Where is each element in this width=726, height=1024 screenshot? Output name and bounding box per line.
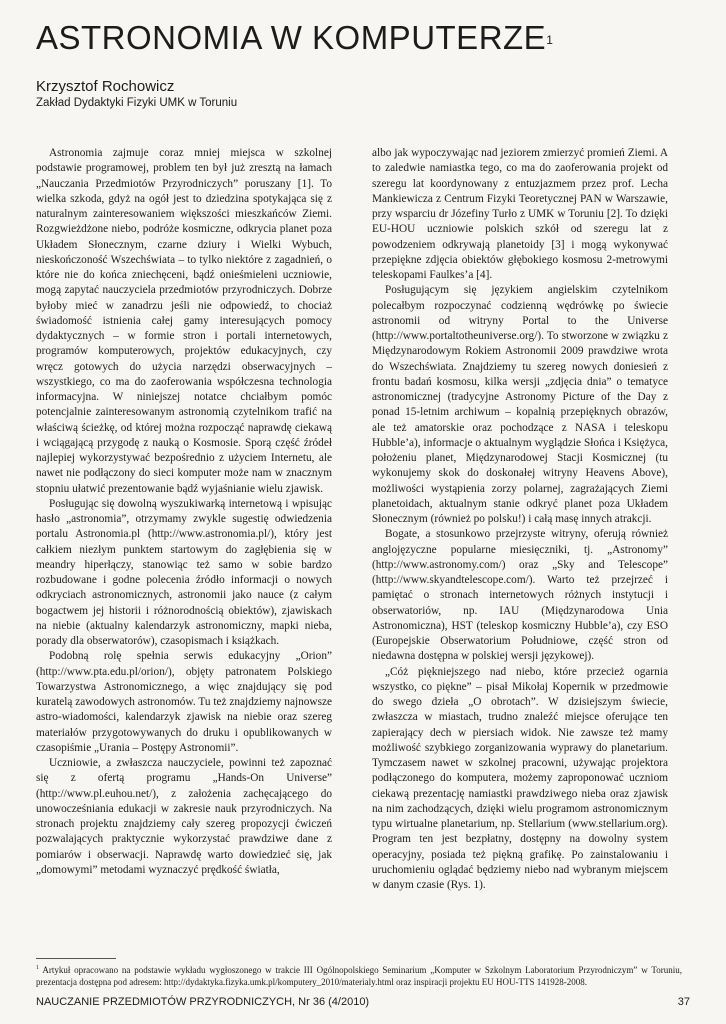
article-title	[36, 18, 696, 58]
left-column	[36, 146, 332, 878]
paragraph: Bogate, a stosunkowo przejrzyste witryny, oferują również anglojęzyczne popularne miesięczniki, tj. „Astronomy” (http://www.astronomy.com/) oraz „Sky and Telescope” (http://www.skyandtelescope.com/). Warto też przejrzeć i pamiętać o stronach internetowych różnych instytucji i obserwatoriów, np. IAU (Międzynarodowa Unia Astronomiczna), HST (teleskop kosmiczny Hubble’a), czy ESO (Europejskie Obserwatorium Południowe, część stron od niedawna dostępna w polskiej wersji językowej).	[372, 528, 668, 663]
right-column	[372, 146, 668, 893]
author-name: Krzysztof Rochowicz	[36, 78, 175, 95]
footnote	[36, 963, 682, 988]
article-title-text: ASTRONOMIA W KOMPUTERZE	[36, 19, 547, 56]
paragraph: albo jak wypoczywając nad jeziorem zmierzyć promień Ziemi. A to zaledwie namiastka tego, co ma do zaoferowania projekt od szeregu lat koordynowany z entuzjazmem przez prof. Lecha Mankiewicza z Centrum Fizyki Teoretycznej PAN w Warszawie, przy wsparciu dr Józefiny Turło z UMK w Toruniu [2]. To dzięki EU-HOU uczniowie polskich szkół od szeregu lat z powodzeniem odkrywają planetoidy [3] i mogą wykonywać przepiękne zdjęcia obiektów głębokiego kosmosu 2-metrowymi teleskopami Faulkes’a [4].	[372, 147, 668, 281]
footnote-text: Artykuł opracowano na podstawie wykładu wygłoszonego w trakcie III Ogólnopolskiego Seminarium „Komputer w Szkolnym Laboratorium Przyrodniczym” w Toruniu, prezentacja dostępna pod adresem: http://dydaktyka.fizyka.umk.pl/komputery_2010/materialy.html oraz inspiracji projektu EU HOU-TTS 141928-2008.	[36, 965, 682, 987]
journal-footer: NAUCZANIE PRZEDMIOTÓW PRZYRODNICZYCH, Nr 36 (4/2010)	[36, 996, 370, 1008]
paragraph: Uczniowie, a zwłaszcza nauczyciele, powinni też zapoznać się z ofertą programu „Hands-On Universe” (http://www.pl.euhou.net/), z założenia zachęcającego do unowocześniania edukacji w zakresie nauk przyrodniczych. Na stronach projektu znajdziemy cały szereg propozycji ćwiczeń pozwalających praktycznie wykorzystać prawdziwe dane z pomiarów i obserwacji. Naprawdę warto dowiedzieć się, jak „domowymi” metodami wyznaczyć prędkość światła,	[36, 757, 332, 876]
page-number: 37	[677, 996, 690, 1008]
paragraph: „Cóż piękniejszego nad niebo, które przecież ogarnia wszystko, co piękne” – pisał Mikołaj Kopernik w przedmowie do swego dzieła „O obrotach”. W dzisiejszym świecie, zwłaszcza w miastach, trudno znaleźć miejsce oferujące ten zapierający dech w piersiach widok. Nie zawsze też mamy możliwość szybkiego zorganizowania wyprawy do planetarium. Tymczasem nawet w szkolnej pracowni, używając projektora podłączonego do komputera, możemy zaproponować uczniom ciekawą prezentację namiastki prawdziwego nieba oraz zjawisk na nim zachodzących, dzięki wielu programom astronomicznym typu wirtualne planetarium, np. Stellarium (www.stellarium.org). Program ten jest bezpłatny, dostępny na dowolny system operacyjny, posiada też piękną grafikę. Po zainstalowaniu i uruchomieniu oglądać będziemy niebo nad wybranym miejscem w danym czasie (Rys. 1).	[372, 665, 668, 891]
footnote-mark: 1	[36, 965, 39, 971]
paragraph: Posługującym się językiem angielskim czytelnikom polecałbym rozpoczynać codzienną wędrówkę po świecie astronomii od witryny Portal to the Universe (http://www.portaltotheuniverse.org/). To stworzone w związku z Międzynarodowym Rokiem Astronomii 2009 prawdziwe wrota do Wszechświata. Znajdziemy tu szereg nowych doniesień z frontu badań kosmosu, kilka wersji „zdjęcia dnia” o tematyce astronomicznej (tradycyjne Astronomy Picture of the Day z ponad 15-letnim archiwum – kopalnią przepięknych obrazów, ale też amatorskie oraz pochodzące z NASA i teleskopu Hubble’a), informacje o aktualnym wyglądzie Słońca i Księżyca, położeniu planet, Międzynarodowej Stacji Kosmicznej (tu wykonujemy skok do doskonałej witryny Heavens Above), możliwości wystąpienia zorzy polarnej, zagrażających Ziemi planetoidach, aktualnym stanie odkryć planet poza Układem Słonecznym (również po polsku!) i całą masę innych atrakcji.	[372, 284, 668, 525]
author-affiliation: Zakład Dydaktyki Fizyki UMK w Toruniu	[36, 97, 238, 109]
paragraph: Astronomia zajmuje coraz mniej miejsca w szkolnej podstawie programowej, problem ten był już zresztą na łamach „Nauczania Przedmiotów Przyrodniczych” poruszany [1]. To wielka szkoda, gdyż na ogół jest to dziedzina spotykająca się z naturalnym zainteresowaniem większości mieszkańców Ziemi. Rozgwieżdżone niebo, podróże kosmiczne, odkrycia planet poza Układem Słonecznym, czarne dziury i Wielki Wybuch, nieskończoność Wszechświata – to tylko niektóre z zagadnień, o które nie do końca zniechęceni, bądź onieśmieleni uczniowie, mogą zapytać nauczyciela przedmiotów przyrodniczych. Dobrze byłoby mieć w zanadrzu jeśli nie odpowiedź, to chociaż świadomość istnienia całej gamy interesujących pomocy dydaktycznych – w formie stron i portali internetowych, programów komputerowych, projektów edukacyjnych, czy wręcz gotowych do użycia narzędzi obserwacyjnych – wszystkiego, co ma do zaoferowania współczesna technologia informacyjna. W niniejszej notatce chciałbym pomóc potencjalnie zainteresowanym astronomią czytelnikom trafić na właściwą ścieżkę, od której można rozpocząć naprawdę ciekawą i wciągającą przygodę z nauką o Kosmosie. Sporą część źródeł najlepiej wykorzystywać bezpośrednio z użyciem Internetu, ale nawet nie podłączony do sieci komputer może nam w znacznym stopniu ułatwić prezentowanie bądź wyjaśnianie wielu zjawisk.	[36, 147, 332, 495]
paragraph: Posługując się dowolną wyszukiwarką internetową i wpisując hasło „astronomia”, otrzymamy zwykle sugestię odwiedzenia portalu Astronomia.pl (http://www.astronomia.pl/), który jest całkiem niezłym punktem startowym do zagłębienia się w meandry hiperłączy, stanowiąc też samo w sobie bardzo rozbudowane i godne polecenia źródło informacji o nowych odkryciach astronomicznych, astronomii jako nauce (z całym bogactwem jej historii i różnorodnością obiektów), zjawiskach na niebie (aktualny kalendarzyk astronomiczny, mapki nieba, porady dla obserwatorów), czasopismach i książkach.	[36, 497, 332, 647]
footnote-divider	[36, 958, 116, 959]
title-footnote-mark[interactable]: 1	[546, 33, 554, 47]
paragraph: Podobną rolę spełnia serwis edukacyjny „Orion” (http://www.pta.edu.pl/orion/), objęty patronatem Polskiego Towarzystwa Astronomicznego, a więc znajdujący się pod kuratelą zawodowych astronomów. Tu też znajdziemy najnowsze astro-wiadomości, kalendarzyk zjawisk na niebie oraz szereg materiałów przygotowywanych do druku i opublikowanych w czasopiśmie „Urania – Postępy Astronomii”.	[36, 650, 332, 754]
